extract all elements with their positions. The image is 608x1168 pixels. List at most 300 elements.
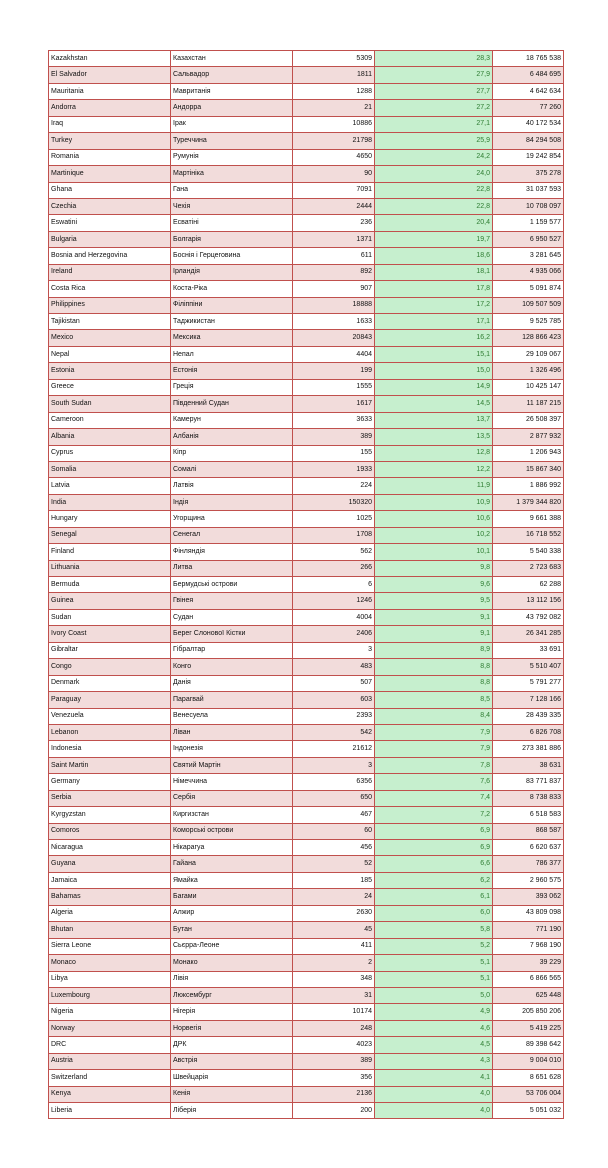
country-name-uk: Індонезія (171, 741, 293, 757)
country-name-uk: Сербія (171, 790, 293, 806)
country-name-uk: Гайана (171, 856, 293, 872)
rate-value: 16,2 (375, 330, 493, 346)
country-name-en: Cyprus (49, 445, 171, 461)
cases-count: 542 (293, 724, 375, 740)
table-row (49, 363, 564, 379)
country-name-uk: Святий Мартін (171, 757, 293, 773)
rate-value: 7,9 (375, 741, 493, 757)
country-name-en: Germany (49, 774, 171, 790)
country-name-uk: Індія (171, 494, 293, 510)
cases-count: 456 (293, 840, 375, 856)
rate-value: 9,1 (375, 626, 493, 642)
country-name-uk: Ірландія (171, 264, 293, 280)
population-value: 625 448 (493, 987, 564, 1003)
country-name-en: Senegal (49, 527, 171, 543)
country-name-uk: Коста-Ріка (171, 281, 293, 297)
country-name-en: Nicaragua (49, 840, 171, 856)
rate-value: 13,5 (375, 429, 493, 445)
table-row (49, 872, 564, 888)
cases-count: 1811 (293, 67, 375, 83)
country-name-en: Latvia (49, 478, 171, 494)
rate-value: 6,0 (375, 905, 493, 921)
country-name-uk: Бутан (171, 922, 293, 938)
table-row (49, 971, 564, 987)
rate-value: 9,5 (375, 593, 493, 609)
cases-count: 1933 (293, 461, 375, 477)
table-row (49, 182, 564, 198)
population-value: 5 510 407 (493, 659, 564, 675)
rate-value: 24,2 (375, 149, 493, 165)
population-value: 1 379 344 820 (493, 494, 564, 510)
table-row (49, 1037, 564, 1053)
table-row (49, 987, 564, 1003)
country-name-en: Guinea (49, 593, 171, 609)
country-name-en: Ivory Coast (49, 626, 171, 642)
cases-count: 2444 (293, 198, 375, 214)
country-name-uk: Берег Слонової Кістки (171, 626, 293, 642)
country-name-uk: Коморські острови (171, 823, 293, 839)
country-name-uk: Таджикистан (171, 314, 293, 330)
rate-value: 15,0 (375, 363, 493, 379)
table-row (49, 264, 564, 280)
rate-value: 10,1 (375, 544, 493, 560)
cases-count: 892 (293, 264, 375, 280)
country-name-en: Nigeria (49, 1004, 171, 1020)
population-value: 53 706 004 (493, 1086, 564, 1102)
country-name-en: Congo (49, 659, 171, 675)
country-name-en: Lebanon (49, 724, 171, 740)
country-name-uk: Швейцарія (171, 1070, 293, 1086)
rate-value: 10,9 (375, 494, 493, 510)
population-value: 26 508 397 (493, 412, 564, 428)
cases-count: 21 (293, 100, 375, 116)
rate-value: 22,8 (375, 198, 493, 214)
country-name-uk: Мавританія (171, 83, 293, 99)
population-value: 3 281 645 (493, 248, 564, 264)
country-name-uk: Гвінея (171, 593, 293, 609)
population-value: 39 229 (493, 955, 564, 971)
cases-count: 155 (293, 445, 375, 461)
country-name-uk: Камерун (171, 412, 293, 428)
rate-value: 9,1 (375, 609, 493, 625)
table-row (49, 609, 564, 625)
country-name-uk: Судан (171, 609, 293, 625)
country-name-en: Iraq (49, 116, 171, 132)
population-value: 1 206 943 (493, 445, 564, 461)
country-name-en: Martinique (49, 166, 171, 182)
cases-count: 611 (293, 248, 375, 264)
country-name-uk: Андорра (171, 100, 293, 116)
population-value: 83 771 837 (493, 774, 564, 790)
rate-value: 27,1 (375, 116, 493, 132)
population-value: 18 765 538 (493, 51, 564, 67)
population-value: 1 886 992 (493, 478, 564, 494)
country-name-en: Bulgaria (49, 231, 171, 247)
population-value: 28 439 335 (493, 708, 564, 724)
country-name-en: Venezuela (49, 708, 171, 724)
country-name-uk: Конго (171, 659, 293, 675)
country-name-uk: Угорщина (171, 511, 293, 527)
rate-value: 8,9 (375, 642, 493, 658)
population-value: 1 326 496 (493, 363, 564, 379)
table-row (49, 149, 564, 165)
table-row (49, 807, 564, 823)
country-name-en: Kazakhstan (49, 51, 171, 67)
cases-count: 411 (293, 938, 375, 954)
cases-count: 507 (293, 675, 375, 691)
country-name-uk: Монако (171, 955, 293, 971)
country-name-uk: Есватіні (171, 215, 293, 231)
country-name-en: Saint Martin (49, 757, 171, 773)
population-value: 11 187 215 (493, 396, 564, 412)
cases-count: 603 (293, 692, 375, 708)
country-name-en: Mexico (49, 330, 171, 346)
country-name-en: Kyrgyzstan (49, 807, 171, 823)
table-row (49, 396, 564, 412)
rate-value: 4,9 (375, 1004, 493, 1020)
country-name-uk: Сомалі (171, 461, 293, 477)
cases-count: 1025 (293, 511, 375, 527)
rate-value: 5,8 (375, 922, 493, 938)
cases-count: 224 (293, 478, 375, 494)
population-value: 33 691 (493, 642, 564, 658)
population-value: 9 004 010 (493, 1053, 564, 1069)
population-value: 77 260 (493, 100, 564, 116)
country-name-uk: Парагвай (171, 692, 293, 708)
country-name-en: Paraguay (49, 692, 171, 708)
population-value: 6 518 583 (493, 807, 564, 823)
country-name-uk: Албанія (171, 429, 293, 445)
table-row (49, 1053, 564, 1069)
country-name-uk: Ірак (171, 116, 293, 132)
table-row (49, 724, 564, 740)
rate-value: 18,6 (375, 248, 493, 264)
country-name-en: Hungary (49, 511, 171, 527)
country-name-en: Tajikistan (49, 314, 171, 330)
cases-count: 562 (293, 544, 375, 560)
population-value: 6 620 637 (493, 840, 564, 856)
population-value: 16 718 552 (493, 527, 564, 543)
country-name-en: DRC (49, 1037, 171, 1053)
population-value: 26 341 285 (493, 626, 564, 642)
rate-value: 28,3 (375, 51, 493, 67)
country-name-en: Cameroon (49, 412, 171, 428)
cases-count: 10886 (293, 116, 375, 132)
cases-count: 21612 (293, 741, 375, 757)
cases-count: 348 (293, 971, 375, 987)
country-name-uk: Боснія і Герцеговина (171, 248, 293, 264)
country-name-en: El Salvador (49, 67, 171, 83)
cases-count: 389 (293, 1053, 375, 1069)
table-body (49, 51, 564, 1119)
table-row (49, 840, 564, 856)
country-name-en: Somalia (49, 461, 171, 477)
population-value: 786 377 (493, 856, 564, 872)
cases-count: 20843 (293, 330, 375, 346)
country-name-uk: Норвегія (171, 1020, 293, 1036)
country-name-en: Lithuania (49, 560, 171, 576)
country-name-uk: Киргизстан (171, 807, 293, 823)
country-name-en: Turkey (49, 133, 171, 149)
country-name-en: Libya (49, 971, 171, 987)
country-name-en: Luxembourg (49, 987, 171, 1003)
cases-count: 52 (293, 856, 375, 872)
country-name-uk: Болгарія (171, 231, 293, 247)
rate-value: 9,8 (375, 560, 493, 576)
country-name-uk: Чехія (171, 198, 293, 214)
population-value: 15 867 340 (493, 461, 564, 477)
table-row (49, 330, 564, 346)
country-name-uk: Сьєрра-Леоне (171, 938, 293, 954)
cases-count: 483 (293, 659, 375, 675)
country-name-en: South Sudan (49, 396, 171, 412)
rate-value: 7,9 (375, 724, 493, 740)
cases-count: 3 (293, 757, 375, 773)
table-row (49, 675, 564, 691)
country-name-en: Ghana (49, 182, 171, 198)
cases-count: 356 (293, 1070, 375, 1086)
population-value: 5 791 277 (493, 675, 564, 691)
rate-value: 6,9 (375, 840, 493, 856)
rate-value: 20,4 (375, 215, 493, 231)
rate-value: 15,1 (375, 346, 493, 362)
cases-count: 2136 (293, 1086, 375, 1102)
cases-count: 18888 (293, 297, 375, 313)
cases-count: 2630 (293, 905, 375, 921)
cases-count: 3633 (293, 412, 375, 428)
table-row (49, 67, 564, 83)
country-name-en: Jamaica (49, 872, 171, 888)
rate-value: 14,5 (375, 396, 493, 412)
population-value: 205 850 206 (493, 1004, 564, 1020)
country-name-en: Sudan (49, 609, 171, 625)
country-name-uk: Бермудські острови (171, 577, 293, 593)
country-name-en: Bermuda (49, 577, 171, 593)
country-name-en: Estonia (49, 363, 171, 379)
country-name-uk: Данія (171, 675, 293, 691)
table-row (49, 297, 564, 313)
country-name-en: Serbia (49, 790, 171, 806)
population-value: 5 051 032 (493, 1103, 564, 1119)
population-value: 128 866 423 (493, 330, 564, 346)
rate-value: 4,5 (375, 1037, 493, 1053)
population-value: 109 507 509 (493, 297, 564, 313)
population-value: 6 950 527 (493, 231, 564, 247)
country-name-en: Albania (49, 429, 171, 445)
population-value: 5 091 874 (493, 281, 564, 297)
rate-value: 24,0 (375, 166, 493, 182)
country-name-uk: Кенія (171, 1086, 293, 1102)
rate-value: 5,2 (375, 938, 493, 954)
population-value: 10 708 097 (493, 198, 564, 214)
country-name-en: Liberia (49, 1103, 171, 1119)
rate-value: 4,3 (375, 1053, 493, 1069)
table-row (49, 166, 564, 182)
population-value: 9 525 785 (493, 314, 564, 330)
country-name-uk: Кіпр (171, 445, 293, 461)
population-value: 1 159 577 (493, 215, 564, 231)
population-value: 89 398 642 (493, 1037, 564, 1053)
cases-count: 5309 (293, 51, 375, 67)
population-value: 393 062 (493, 889, 564, 905)
country-name-en: Ireland (49, 264, 171, 280)
cases-count: 4023 (293, 1037, 375, 1053)
table-row (49, 346, 564, 362)
country-name-en: Finland (49, 544, 171, 560)
table-row (49, 823, 564, 839)
table-row (49, 478, 564, 494)
table-row (49, 1004, 564, 1020)
country-name-uk: Австрія (171, 1053, 293, 1069)
population-value: 38 631 (493, 757, 564, 773)
rate-value: 13,7 (375, 412, 493, 428)
population-value: 84 294 508 (493, 133, 564, 149)
rate-value: 8,5 (375, 692, 493, 708)
table-row (49, 692, 564, 708)
rate-value: 27,9 (375, 67, 493, 83)
table-row (49, 1086, 564, 1102)
rate-value: 5,1 (375, 955, 493, 971)
country-name-uk: ДРК (171, 1037, 293, 1053)
cases-count: 90 (293, 166, 375, 182)
table-row (49, 281, 564, 297)
data-table (48, 50, 564, 1119)
rate-value: 27,2 (375, 100, 493, 116)
rate-value: 12,8 (375, 445, 493, 461)
country-name-en: Norway (49, 1020, 171, 1036)
country-name-en: Bahamas (49, 889, 171, 905)
country-name-uk: Сальвадор (171, 67, 293, 83)
cases-count: 4404 (293, 346, 375, 362)
cases-count: 1288 (293, 83, 375, 99)
cases-count: 10174 (293, 1004, 375, 1020)
country-name-uk: Філіппіни (171, 297, 293, 313)
rate-value: 27,7 (375, 83, 493, 99)
country-name-uk: Ліван (171, 724, 293, 740)
population-value: 43 809 098 (493, 905, 564, 921)
country-name-en: Romania (49, 149, 171, 165)
cases-count: 150320 (293, 494, 375, 510)
cases-count: 650 (293, 790, 375, 806)
population-value: 9 661 388 (493, 511, 564, 527)
country-name-en: Gibraltar (49, 642, 171, 658)
rate-value: 19,7 (375, 231, 493, 247)
cases-count: 200 (293, 1103, 375, 1119)
rate-value: 6,9 (375, 823, 493, 839)
cases-count: 907 (293, 281, 375, 297)
rate-value: 14,9 (375, 379, 493, 395)
table-row (49, 905, 564, 921)
table-row (49, 133, 564, 149)
country-name-en: Nepal (49, 346, 171, 362)
country-name-en: Switzerland (49, 1070, 171, 1086)
rate-value: 8,8 (375, 675, 493, 691)
table-row (49, 412, 564, 428)
country-name-uk: Литва (171, 560, 293, 576)
cases-count: 248 (293, 1020, 375, 1036)
table-row (49, 708, 564, 724)
table-row (49, 560, 564, 576)
cases-count: 6 (293, 577, 375, 593)
table-row (49, 445, 564, 461)
table-row (49, 922, 564, 938)
cases-count: 199 (293, 363, 375, 379)
country-name-en: Sierra Leone (49, 938, 171, 954)
table-row (49, 1103, 564, 1119)
population-value: 19 242 854 (493, 149, 564, 165)
table-row (49, 856, 564, 872)
cases-count: 1555 (293, 379, 375, 395)
population-value: 868 587 (493, 823, 564, 839)
cases-count: 467 (293, 807, 375, 823)
cases-count: 185 (293, 872, 375, 888)
cases-count: 60 (293, 823, 375, 839)
country-name-en: Austria (49, 1053, 171, 1069)
country-name-uk: Гана (171, 182, 293, 198)
rate-value: 11,9 (375, 478, 493, 494)
country-name-uk: Нікарагуа (171, 840, 293, 856)
rate-value: 10,6 (375, 511, 493, 527)
rate-value: 17,2 (375, 297, 493, 313)
population-value: 31 037 593 (493, 182, 564, 198)
country-name-uk: Лівія (171, 971, 293, 987)
rate-value: 4,0 (375, 1086, 493, 1102)
cases-count: 31 (293, 987, 375, 1003)
table-row (49, 889, 564, 905)
country-name-uk: Непал (171, 346, 293, 362)
country-name-en: Andorra (49, 100, 171, 116)
cases-count: 7091 (293, 182, 375, 198)
country-name-en: Denmark (49, 675, 171, 691)
country-name-en: Algeria (49, 905, 171, 921)
table-row (49, 379, 564, 395)
population-value: 273 381 886 (493, 741, 564, 757)
country-name-en: Kenya (49, 1086, 171, 1102)
rate-value: 9,6 (375, 577, 493, 593)
population-value: 6 866 565 (493, 971, 564, 987)
rate-value: 8,4 (375, 708, 493, 724)
country-name-en: Monaco (49, 955, 171, 971)
rate-value: 7,6 (375, 774, 493, 790)
country-name-en: India (49, 494, 171, 510)
rate-value: 7,4 (375, 790, 493, 806)
table-row (49, 757, 564, 773)
cases-count: 2 (293, 955, 375, 971)
population-value: 29 109 067 (493, 346, 564, 362)
table-row (49, 955, 564, 971)
population-value: 2 723 683 (493, 560, 564, 576)
country-name-en: Indonesia (49, 741, 171, 757)
table-row (49, 215, 564, 231)
country-name-uk: Латвія (171, 478, 293, 494)
cases-count: 236 (293, 215, 375, 231)
cases-count: 389 (293, 429, 375, 445)
table-row (49, 248, 564, 264)
table-row (49, 461, 564, 477)
cases-count: 2406 (293, 626, 375, 642)
country-name-uk: Мартініка (171, 166, 293, 182)
cases-count: 266 (293, 560, 375, 576)
country-name-uk: Казахстан (171, 51, 293, 67)
population-value: 7 128 166 (493, 692, 564, 708)
population-value: 10 425 147 (493, 379, 564, 395)
table-row (49, 1020, 564, 1036)
population-value: 5 419 225 (493, 1020, 564, 1036)
cases-count: 1708 (293, 527, 375, 543)
cases-count: 1246 (293, 593, 375, 609)
rate-value: 17,8 (375, 281, 493, 297)
country-name-uk: Нігерія (171, 1004, 293, 1020)
